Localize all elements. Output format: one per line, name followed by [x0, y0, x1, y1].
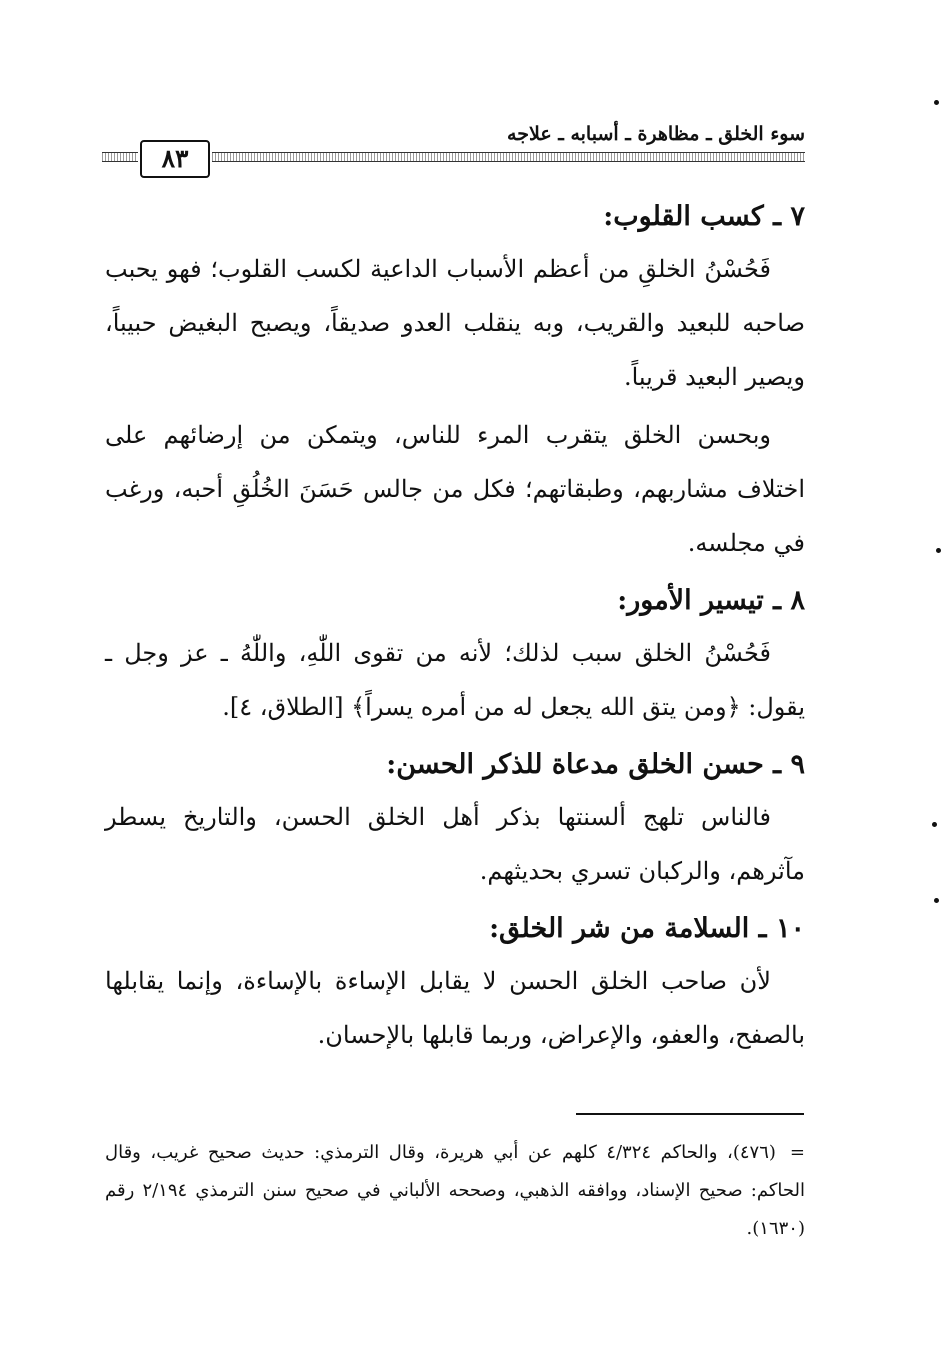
footnote-marker: = — [789, 1142, 805, 1163]
paragraph: وبحسن الخلق يتقرب المرء للناس، ويتمكن من إرضائهم على اختلاف مشاربهم، وطبقاتهم؛ فكل من جالس حَسَنَ الخُلُقِ أحبه، ورغب في مجلسه. — [105, 421, 805, 557]
section-heading: ١٠ ـ السلامة من شر الخلق: — [489, 913, 805, 944]
margin-speck — [934, 898, 939, 903]
section-safety — [105, 908, 805, 1062]
margin-speck — [936, 548, 941, 553]
paragraph: فَحُسْنُ الخلقِ من أعظم الأسباب الداعية لكسب القلوب؛ فهو يحبب صاحبه للبعيد والقريب، وبه ينقلب العدو صديقاً، ويصبح البغيض حبيباً، ويصير البعيد قريباً. — [105, 255, 805, 391]
section-heading: ٧ ـ كسب القلوب: — [603, 201, 805, 232]
footnote-separator — [576, 1113, 804, 1115]
paragraph: فَحُسْنُ الخلق سبب لذلك؛ لأنه من تقوى اللّٰهِ، واللّٰهُ ـ عز وجل ـ يقول: ﴿ومن يتق الله يجعل له من أمره يسراً﴾ [الطلاق، ٤]. — [105, 639, 805, 721]
paragraph: لأن صاحب الخلق الحسن لا يقابل الإساءة بالإساءة، وإنما يقابلها بالصفح، والعفو، والإعراض، وربما قابلها بالإحسان. — [105, 967, 805, 1049]
section-heading: ٨ ـ تيسير الأمور: — [617, 585, 805, 616]
section-good-mention — [105, 744, 805, 898]
footnote-text: (٤٧٦)، والحاكم ٤/٣٢٤ كلهم عن أبي هريرة، وقال الترمذي: حديث صحيح غريب، وقال الحاكم: صحيح الإسناد، ووافقه الذهبي، وصححه الألباني في صحيح سنن الترمذي ٢/١٩٤ رقم (١٦٣٠). — [105, 1142, 806, 1239]
running-header-title: سوء الخلق ـ مظاهرة ـ أسبابه ـ علاجه — [507, 123, 805, 145]
section-hearts — [105, 196, 805, 570]
page-body — [105, 196, 805, 1072]
section-ease — [105, 580, 805, 734]
paragraph: فالناس تلهج ألسنتها بذكر أهل الخلق الحسن، والتاريخ يسطر مآثرهم، والركبان تسري بحديثهم. — [105, 803, 805, 885]
header-rule-left — [102, 152, 138, 162]
footnote — [105, 1134, 805, 1248]
header-rule-right — [212, 152, 805, 162]
margin-speck — [932, 822, 937, 827]
section-heading: ٩ ـ حسن الخلق مدعاة للذكر الحسن: — [386, 749, 805, 780]
page-number-box: ٨٣ — [140, 140, 210, 178]
margin-speck — [934, 100, 939, 105]
